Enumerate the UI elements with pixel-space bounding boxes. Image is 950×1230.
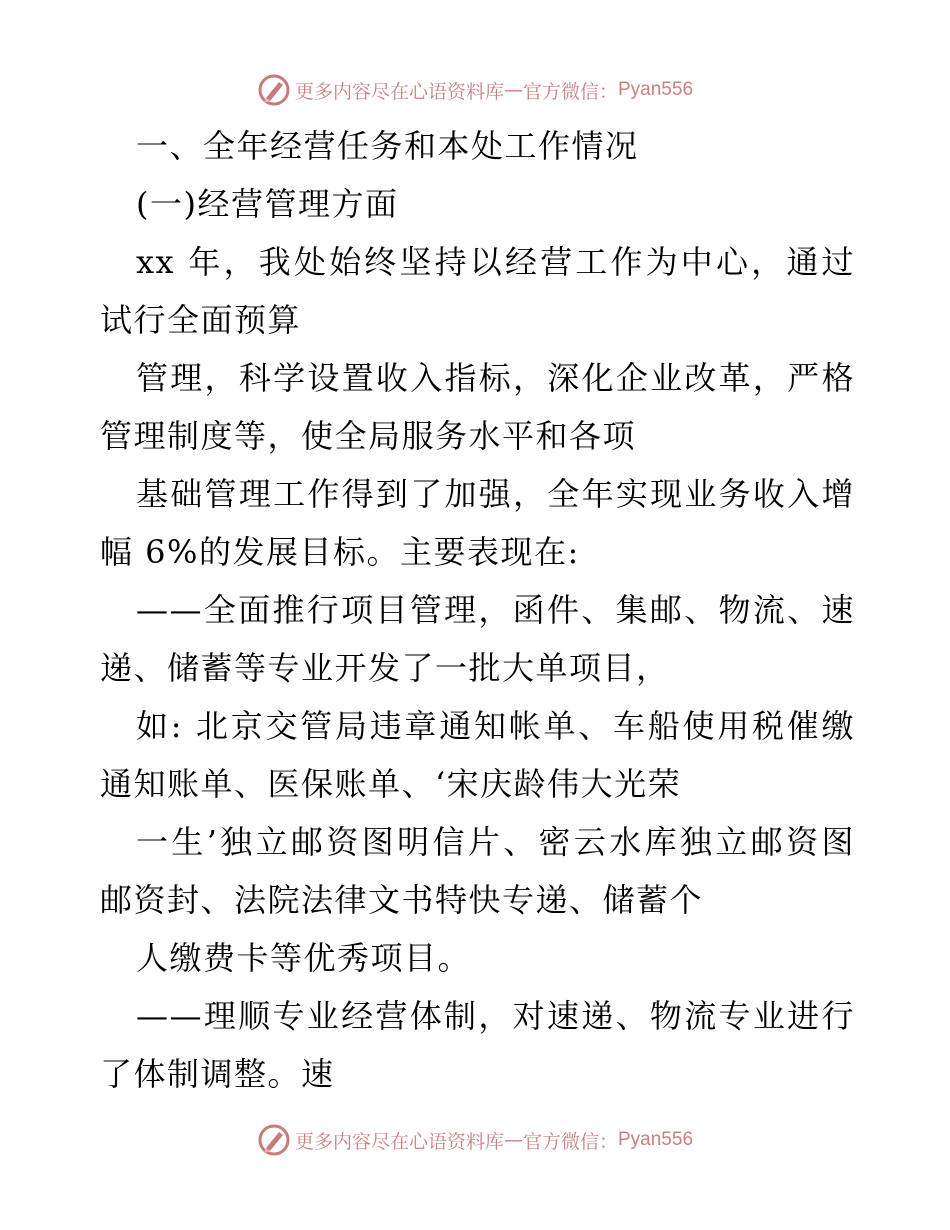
watermark-wechat-id: Pyan556: [618, 79, 694, 100]
watermark-main-text: 更多内容尽在心语资料库: [294, 1130, 504, 1153]
document-body: [100, 117, 855, 1103]
text-line: 一生’独立邮资图明信片、密云水库独立邮资图: [136, 823, 855, 861]
text-line: xx 年，我处始终坚持以经营工作为中心，通过: [136, 243, 855, 281]
text-line: 递、储蓄等专业开发了一批大单项目，: [100, 649, 670, 687]
text-line: ——全面推行项目管理，函件、集邮、物流、速: [136, 591, 855, 629]
watermark-sub-text: 官方微信：: [522, 80, 618, 103]
text-line: 基础管理工作得到了加强，全年实现业务收入增: [136, 475, 855, 513]
text-line: 管理，科学设置收入指标，深化企业改革，严格: [136, 359, 855, 397]
pen-logo-icon: [257, 73, 291, 107]
text-line: 了体制调整。速: [100, 1055, 335, 1093]
watermark-separator: —: [503, 79, 523, 101]
text-line: 人缴费卡等优秀项目。: [136, 939, 472, 977]
text-line: 如: 北京交管局违章通知帐单、车船使用税催缴: [136, 707, 855, 745]
text-line: 通知账单、医保账单、‘宋庆龄伟大光荣: [100, 765, 682, 803]
text-line: 管理制度等，使全局服务水平和各项: [100, 417, 637, 455]
text-line: ——理顺专业经营体制，对速递、物流专业进行: [136, 997, 855, 1035]
header-watermark: [0, 70, 950, 110]
text-line: 试行全面预算: [100, 301, 302, 339]
text-line: 幅 6%的发展目标。主要表现在:: [100, 533, 580, 571]
watermark-main-text: 更多内容尽在心语资料库: [294, 80, 504, 103]
watermark-wechat-id: Pyan556: [618, 1129, 694, 1150]
footer-watermark: [0, 1120, 950, 1160]
subsection-heading: (一)经营管理方面: [136, 185, 399, 223]
watermark-separator: —: [503, 1129, 523, 1151]
section-heading: 一、全年经营任务和本处工作情况: [136, 127, 639, 165]
watermark-sub-text: 官方微信：: [522, 1130, 618, 1153]
text-line: 邮资封、法院法律文书特快专递、储蓄个: [100, 881, 704, 919]
pen-logo-icon: [257, 1123, 291, 1157]
